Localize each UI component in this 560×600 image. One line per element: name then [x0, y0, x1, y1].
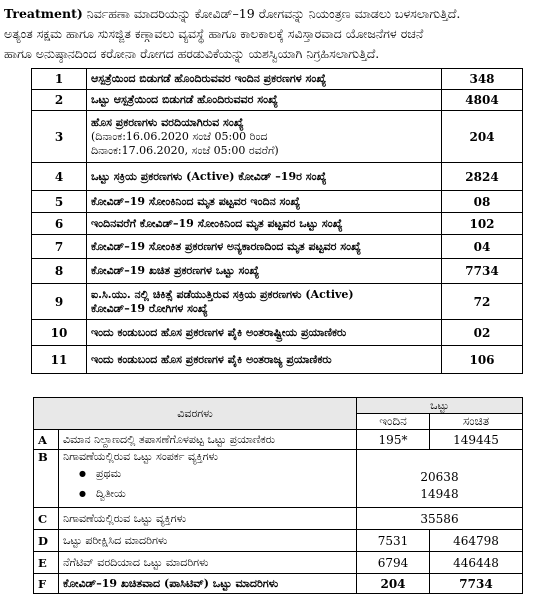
- row-today: 204: [357, 574, 430, 594]
- table-row: [34, 552, 523, 574]
- contact-list: [63, 464, 352, 504]
- list-item: ● ಪ್ರಥಮ: [79, 464, 352, 484]
- intro-line-1: [4, 4, 556, 24]
- row-number: 6: [32, 213, 87, 235]
- table-row: [34, 508, 523, 530]
- intro-paragraph: [4, 4, 556, 64]
- row-today: 7531: [357, 530, 430, 552]
- header-today: ಇಂದಿನ: [357, 414, 430, 430]
- row-description: ಒಟ್ಟು ಸಕ್ರಿಯ ಪ್ರಕರಣಗಳು (Active) ಕೋವಿಡ್ –19ರ ಸಂಖ್ಯೆ: [87, 163, 442, 191]
- row-description: ಇಂದು ಕಂಡುಬಂದ ಹೊಸ ಪ್ರಕರಣಗಳ ಪೈಕಿ ಅಂತರಾಷ್ಟ್ರೀಯ ಪ್ರಯಾಣಿಕರು: [87, 320, 442, 346]
- details-table: [33, 397, 523, 594]
- row-value: 02: [442, 320, 523, 346]
- header-cumulative: ಸಂಚಿತ: [430, 414, 523, 430]
- row-value: 72: [442, 284, 523, 320]
- row-number: 8: [32, 259, 87, 284]
- row-value: 102: [442, 213, 523, 235]
- row-letter: C: [34, 508, 59, 530]
- intro-line-1-text: ನಿರ್ವಹಣಾ ಮಾದರಿಯನ್ನು ಕೋವಿಡ್–19 ರೋಗವನ್ನು ನಿಯಂತ್ರಣ ಮಾಡಲು ಬಳಸಲಾಗುತ್ತಿದೆ.: [82, 6, 461, 21]
- primary-contacts-value: 20638: [420, 469, 459, 484]
- row-description: ನೆಗೆಟಿವ್ ವರದಿಯಾದ ಒಟ್ಟು ಮಾದರಿಗಳು: [59, 552, 357, 574]
- row-number: 3: [32, 111, 87, 163]
- row-description-main: ಹೊಸ ಪ್ರಕರಣಗಳು ವರದಿಯಾಗಿರುವ ಸಂಖ್ಯೆ: [91, 115, 244, 129]
- row-description: [87, 284, 442, 320]
- intro-line-3: ಹಾಗೂ ಅನುಷ್ಠಾನದಿಂದ ಕರೋನಾ ರೋಗದ ಹರಡುವಿಕೆಯನ್ನು ಯಶಸ್ವಿಯಾಗಿ ನಿಗ್ರಹಿಸಲಾಗುತ್ತಿದೆ.: [4, 46, 380, 61]
- row-value: 2824: [442, 163, 523, 191]
- table-row: [32, 259, 523, 284]
- row-cumulative: 464798: [430, 530, 523, 552]
- table-row: [32, 191, 523, 213]
- row-description-line-2: ಕೋವಿಡ್–19 ರೋಗಿಗಳ ಸಂಖ್ಯೆ: [91, 301, 208, 315]
- table-row: [32, 163, 523, 191]
- row-description: ವಿಮಾನ ನಿಲ್ದಾಣದಲ್ಲಿ ತಪಾಸಣೆಗೊಳಪಟ್ಟ ಒಟ್ಟು ಪ್ರಯಾಣಿಕರು: [59, 430, 357, 450]
- header-details: ವಿವರಗಳು: [34, 398, 357, 430]
- row-description-date-from: (ದಿನಾಂಕ:16.06.2020 ಸಂಜೆ 05:00 ರಿಂದ: [91, 129, 268, 143]
- row-number: 10: [32, 320, 87, 346]
- table-row: [32, 69, 523, 90]
- row-value: 35586: [357, 508, 523, 530]
- row-description: ಕೋವಿಡ್–19 ಖಚಿತವಾದ (ಪಾಸಿಟಿವ್) ಒಟ್ಟು ಮಾದರಿಗಳು: [59, 574, 357, 594]
- row-description-main: ಐ.ಸಿ.ಯು. ನಲ್ಲಿ ಚಿಕಿತ್ಸೆ ಪಡೆಯುತ್ತಿರುವ ಸಕ್ರಿಯ ಪ್ರಕರಣಗಳು (Active): [91, 287, 354, 301]
- table-row: [34, 530, 523, 552]
- row-letter: E: [34, 552, 59, 574]
- row-description: ಒಟ್ಟು ಆಸ್ಪತ್ರೆಯಿಂದ ಬಿಡುಗಡೆ ಹೊಂದಿರುವವರ ಸಂಖ್ಯೆ: [87, 90, 442, 111]
- intro-line-2: ಅತ್ಯಂತ ಸಕ್ಷಮ ಹಾಗೂ ಸುಸಜ್ಜಿತ ಕಣ್ಗಾವಲು ವ್ಯವಸ್ಥೆ ಹಾಗೂ ಕಾಲಕಾಲಕ್ಕೆ ಸವಿಸ್ತಾರವಾದ ಯೋಜನೆಗಳ ರಚನೆ: [4, 26, 424, 41]
- intro-treatment: Treatment): [4, 6, 83, 21]
- row-number: 9: [32, 284, 87, 320]
- row-description: ಕೋವಿಡ್–19 ಖಚಿತ ಪ್ರಕರಣಗಳ ಒಟ್ಟು ಸಂಖ್ಯೆ: [87, 259, 442, 284]
- details-header-row: [34, 398, 523, 414]
- row-description-date-to: ದಿನಾಂಕ:17.06.2020, ಸಂಜೆ 05:00 ರವರೆಗೆ): [91, 143, 279, 157]
- row-number: 2: [32, 90, 87, 111]
- summary-table: [31, 68, 523, 374]
- table-row: [32, 346, 523, 374]
- table-row: [32, 320, 523, 346]
- row-number: 4: [32, 163, 87, 191]
- table-row: [32, 90, 523, 111]
- row-description: ಕೋವಿಡ್–19 ಸೋಂಕಿನಿಂದ ಮೃತ ಪಟ್ಟವರ ಇಂದಿನ ಸಂಖ್ಯೆ: [87, 191, 442, 213]
- header-total: ಒಟ್ಟು: [357, 398, 523, 414]
- list-item: ● ದ್ವಿತೀಯ: [79, 484, 352, 504]
- row-description: ಕೋವಿಡ್–19 ಸೋಂಕಿತ ಪ್ರಕರಣಗಳ ಅನ್ಯಕಾರಣದಿಂದ ಮೃತ ಪಟ್ಟವರ ಸಂಖ್ಯೆ: [87, 235, 442, 259]
- row-number: 11: [32, 346, 87, 374]
- row-description: ಇಂದು ಕಂಡುಬಂದ ಹೊಸ ಪ್ರಕರಣಗಳ ಪೈಕಿ ಅಂತರಾಜ್ಯ ಪ್ರಯಾಣಿಕರು: [87, 346, 442, 374]
- row-cumulative: 7734: [430, 574, 523, 594]
- row-letter: D: [34, 530, 59, 552]
- row-letter: F: [34, 574, 59, 594]
- table-row: [34, 430, 523, 450]
- table-row: [34, 574, 523, 594]
- row-number: 1: [32, 69, 87, 90]
- row-value: 204: [442, 111, 523, 163]
- row-description: ನಿಗಾವಣೆಯಲ್ಲಿರುವ ಒಟ್ಟು ವ್ಯಕ್ತಿಗಳು: [59, 508, 357, 530]
- table-row: [32, 284, 523, 320]
- row-description: ಆಸ್ಪತ್ರೆಯಿಂದ ಬಿಡುಗಡೆ ಹೊಂದಿರುವವರ ಇಂದಿನ ಪ್ರಕರಣಗಳ ಸಂಖ್ಯೆ: [87, 69, 442, 90]
- row-value: 7734: [442, 259, 523, 284]
- row-cumulative: 446448: [430, 552, 523, 574]
- table-row: [32, 213, 523, 235]
- row-today: 6794: [357, 552, 430, 574]
- row-cumulative: 149445: [430, 430, 523, 450]
- row-description: ಒಟ್ಟು ಪರೀಕ್ಷಿಸಿದ ಮಾದರಿಗಳು: [59, 530, 357, 552]
- row-value: 106: [442, 346, 523, 374]
- row-value: [357, 450, 523, 508]
- row-description: ಇಂದಿನವರೆಗೆ ಕೋವಿಡ್–19 ಸೋಂಕಿನಿಂದ ಮೃತ ಪಟ್ಟವರ ಒಟ್ಟು ಸಂಖ್ಯೆ: [87, 213, 442, 235]
- row-value: 08: [442, 191, 523, 213]
- table-row: [32, 235, 523, 259]
- row-value: 04: [442, 235, 523, 259]
- row-number: 5: [32, 191, 87, 213]
- row-value: 4804: [442, 90, 523, 111]
- row-letter: B: [34, 450, 59, 508]
- secondary-contacts-value: 14948: [420, 486, 459, 501]
- table-row: [34, 450, 523, 508]
- row-description: [87, 111, 442, 163]
- row-number: 7: [32, 235, 87, 259]
- row-description: [59, 450, 357, 508]
- row-letter: A: [34, 430, 59, 450]
- table-row: [32, 111, 523, 163]
- row-today: 195*: [357, 430, 430, 450]
- row-description-main: ನಿಗಾವಣೆಯಲ್ಲಿರುವ ಒಟ್ಟು ಸಂಪರ್ಕ ವ್ಯಕ್ತಿಗಳು: [63, 450, 218, 463]
- row-value: 348: [442, 69, 523, 90]
